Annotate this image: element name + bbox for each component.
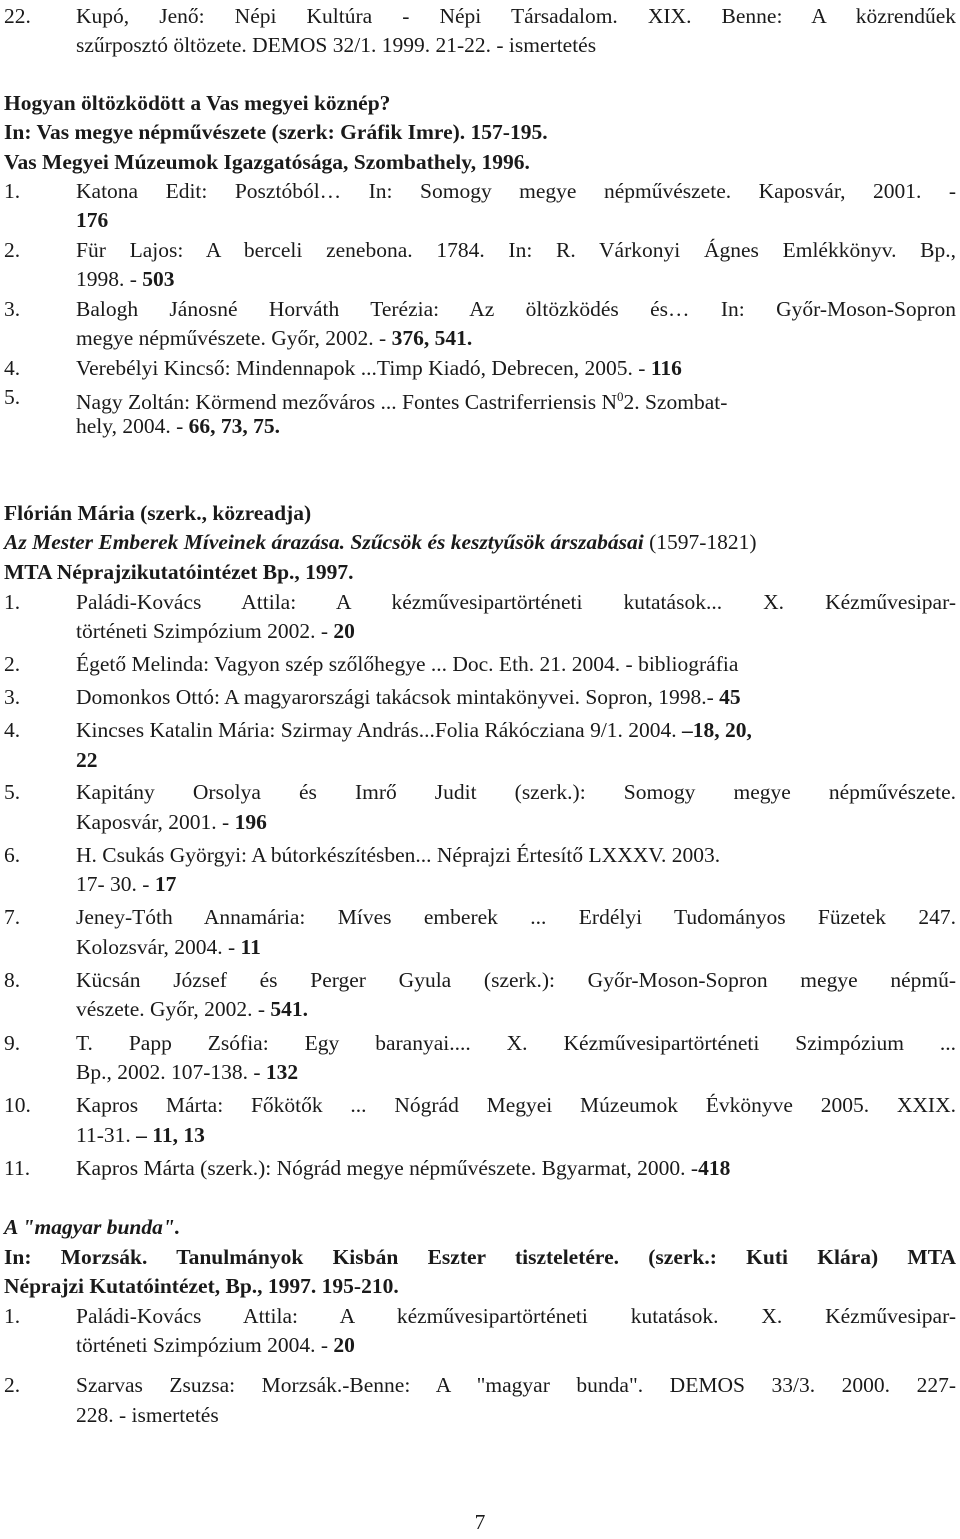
- entry-number: 11.: [4, 1156, 31, 1180]
- entry-text: Bp., 2002. 107-138. -: [76, 1060, 266, 1084]
- section-source: Vas Megyei Múzeumok Igazgatósága, Szombathely, 1996.: [4, 150, 530, 174]
- entry-pages: 541.: [270, 997, 308, 1021]
- entry-pages: 132: [265, 1060, 299, 1084]
- entry-number: 3.: [4, 685, 21, 709]
- entry-9-cont: [4, 1056, 956, 1088]
- entry-7-cont: [4, 931, 956, 963]
- entry-text: Kapitány Orsolya és Imrő Judit (szerk.): Somogy megye népművészete.: [76, 780, 956, 804]
- entry-1: [4, 1300, 956, 1332]
- entry-number: 2.: [4, 652, 21, 676]
- book-title: Az Mester Emberek Míveinek árazása.: [4, 530, 351, 554]
- entry-22-cont: [4, 29, 956, 61]
- entry-text: 228. - ismertetés: [76, 1403, 219, 1427]
- entry-4: [4, 352, 956, 384]
- section-publisher: [4, 556, 956, 588]
- superscript: 0: [616, 389, 624, 404]
- entry-1: [4, 175, 956, 207]
- entry-5: [4, 776, 956, 808]
- entry-8-cont: [4, 993, 956, 1025]
- entry-9: [4, 1027, 956, 1059]
- entry-1-cont: [4, 615, 956, 647]
- entry-5-cont: [4, 806, 956, 838]
- entry-pages: 17: [154, 872, 177, 896]
- entry-text: Kaposvár, 2001. -: [76, 810, 235, 834]
- entry-number: 4.: [4, 718, 21, 742]
- entry-text: szűrposztó öltözete. DEMOS 32/1. 1999. 21-22. - ismertetés: [76, 33, 597, 57]
- entry-number: 5.: [4, 780, 21, 804]
- entry-text: Kapros Márta (szerk.): Nógrád megye népművészete. Bgyarmat, 2000. -: [76, 1156, 699, 1180]
- section-source: MTA Néprajzikutatóintézet Bp., 1997.: [4, 560, 354, 584]
- entry-text: Szarvas Zsuzsa: Morzsák.-Benne: A "magyar bunda". DEMOS 33/3. 2000. 227-: [76, 1373, 956, 1397]
- entry-text: történeti Szimpózium 2002. -: [76, 619, 334, 643]
- entry-pages: 22: [76, 748, 98, 772]
- entry-text: Kolozsvár, 2004. -: [76, 935, 241, 959]
- entry-text: hely, 2004. -: [76, 414, 189, 438]
- entry-text: Paládi-Kovács Attila: A kézművesipartörténeti kutatások. X. Kézművesipar-: [76, 1304, 956, 1328]
- section-source-1: [4, 1241, 956, 1273]
- entry-number: 3.: [4, 297, 21, 321]
- entry-number: 2.: [4, 238, 21, 262]
- entry-5: [4, 381, 956, 413]
- entry-7: [4, 901, 956, 933]
- entry-5-cont: [4, 410, 956, 442]
- entry-number: 1.: [4, 1304, 21, 1328]
- section-source-2: [4, 146, 956, 178]
- book-years: (1597-1821): [643, 530, 757, 554]
- entry-text: 1998. -: [76, 267, 143, 291]
- entry-10: [4, 1089, 956, 1121]
- entry-11: [4, 1152, 956, 1184]
- entry-text: T. Papp Zsófia: Egy baranyai.... X. Kézművesipartörténeti Szimpózium ...: [76, 1031, 956, 1055]
- entry-text: Nagy Zoltán: Körmend mezőváros ... Fontes Castriferriensis N: [76, 390, 617, 415]
- entry-pages: – 11, 13: [136, 1123, 205, 1147]
- entry-2: [4, 648, 956, 680]
- entry-8: [4, 964, 956, 996]
- entry-number: 4.: [4, 356, 21, 380]
- section-book-title: [4, 526, 956, 558]
- entry-text: Domonkos Ottó: A magyarországi takácsok mintakönyvei. Sopron, 1998.-: [76, 685, 720, 709]
- entry-2-cont: [4, 263, 956, 295]
- entry-pages: 418: [698, 1156, 731, 1180]
- entry-text: vészete. Győr, 2002. -: [76, 997, 271, 1021]
- entry-text: Égető Melinda: Vagyon szép szőlőhegye ... Doc. Eth. 21. 2004. - bibliográfia: [76, 652, 739, 676]
- section-author: [4, 497, 956, 529]
- entry-4-cont: [4, 744, 956, 776]
- entry-3: [4, 681, 956, 713]
- entry-text-end: 2. Szombat-: [623, 390, 728, 415]
- entry-6: [4, 839, 956, 871]
- section-source: Néprajzi Kutatóintézet, Bp., 1997. 195-210.: [4, 1274, 399, 1298]
- entry-pages: 20: [333, 619, 355, 643]
- entry-number: 6.: [4, 843, 21, 867]
- entry-3: [4, 293, 956, 325]
- entry-text: 17- 30. -: [76, 872, 155, 896]
- entry-text: Kincses Katalin Mária: Szirmay András...Folia Rákócziana 9/1. 2004.: [76, 718, 683, 742]
- page-number: 7: [474, 1510, 486, 1534]
- entry-number: 8.: [4, 968, 21, 992]
- entry-number: 2.: [4, 1373, 21, 1397]
- entry-text: Kupó, Jenő: Népi Kultúra - Népi Társadalom. XIX. Benne: A közrendűek: [76, 4, 956, 28]
- entry-1: [4, 586, 956, 618]
- entry-text: Jeney-Tóth Annamária: Míves emberek ... Erdélyi Tudományos Füzetek 247.: [76, 905, 956, 929]
- entry-text: Balogh Jánosné Horváth Terézia: Az öltözködés és… In: Győr-Moson-Sopron: [76, 297, 956, 321]
- entry-10-cont: [4, 1119, 956, 1151]
- entry-number: 9.: [4, 1031, 21, 1055]
- section-title: A "magyar bunda".: [4, 1215, 181, 1239]
- entry-4: [4, 714, 956, 746]
- entry-number: 7.: [4, 905, 21, 929]
- entry-pages: 196: [234, 810, 267, 834]
- entry-pages: 45: [719, 685, 741, 709]
- section-source-1: [4, 116, 956, 148]
- entry-text: Katona Edit: Posztóból… In: Somogy megye népművészete. Kaposvár, 2001. -: [76, 179, 956, 203]
- entry-3-cont: [4, 322, 956, 354]
- entry-text: megye népművészete. Győr, 2002. -: [76, 326, 392, 350]
- entry-22: [4, 0, 956, 32]
- entry-text: 11-31.: [76, 1123, 137, 1147]
- entry-text: Für Lajos: A berceli zenebona. 1784. In: R. Várkonyi Ágnes Emlékkönyv. Bp.,: [76, 238, 956, 262]
- entry-text: Kücsán József és Perger Gyula (szerk.): Győr-Moson-Sopron megye népmű-: [76, 968, 956, 992]
- section-title: Hogyan öltözködött a Vas megyei köznép?: [4, 91, 391, 115]
- entry-text: H. Csukás Györgyi: A bútorkészítésben... Néprajzi Értesítő LXXXV. 2003.: [76, 843, 721, 867]
- entry-text: Verebélyi Kincső: Mindennapok ...Timp Kiadó, Debrecen, 2005. -: [76, 356, 651, 380]
- section-title-koznep: [4, 87, 956, 119]
- entry-6-cont: [4, 868, 956, 900]
- entry-2-cont: [4, 1399, 956, 1431]
- entry-1-cont: [4, 1329, 956, 1361]
- entry-pages: 116: [650, 356, 682, 380]
- entry-pages: 66, 73, 75.: [188, 414, 281, 438]
- entry-number: 1.: [4, 590, 21, 614]
- entry-number: 22.: [4, 4, 31, 28]
- entry-text: történeti Szimpózium 2004. -: [76, 1333, 334, 1357]
- entry-text: Paládi-Kovács Attila: A kézművesipartörténeti kutatások... X. Kézművesipar-: [76, 590, 956, 614]
- entry-2: [4, 1369, 956, 1401]
- entry-2: [4, 234, 956, 266]
- entry-pages: 11: [240, 935, 261, 959]
- entry-1-cont: [4, 204, 956, 236]
- entry-pages: 503: [142, 267, 175, 291]
- entry-pages: 20: [333, 1333, 355, 1357]
- entry-number: 5.: [4, 385, 21, 409]
- entry-number: 1.: [4, 179, 21, 203]
- entry-pages: 376, 541.: [391, 326, 473, 350]
- section-source-2: [4, 1270, 956, 1302]
- entry-pages: –18, 20,: [682, 718, 752, 742]
- entry-text: Kapros Márta: Főkötők ... Nógrád Megyei Múzeumok Évkönyve 2005. XXIX.: [76, 1093, 956, 1117]
- section-source: In: Vas megye népművészete (szerk: Gráfik Imre). 157-195.: [4, 120, 548, 144]
- entry-pages: 176: [76, 208, 109, 232]
- section-title: Flórián Mária (szerk., közreadja): [4, 501, 312, 525]
- book-subtitle: Szűcsök és kesztyűsök árszabásai: [350, 530, 644, 554]
- section-title-bunda: [4, 1211, 956, 1243]
- section-source: In: Morzsák. Tanulmányok Kisbán Eszter tiszteletére. (szerk.: Kuti Klára) MTA: [4, 1245, 956, 1269]
- entry-number: 10.: [4, 1093, 31, 1117]
